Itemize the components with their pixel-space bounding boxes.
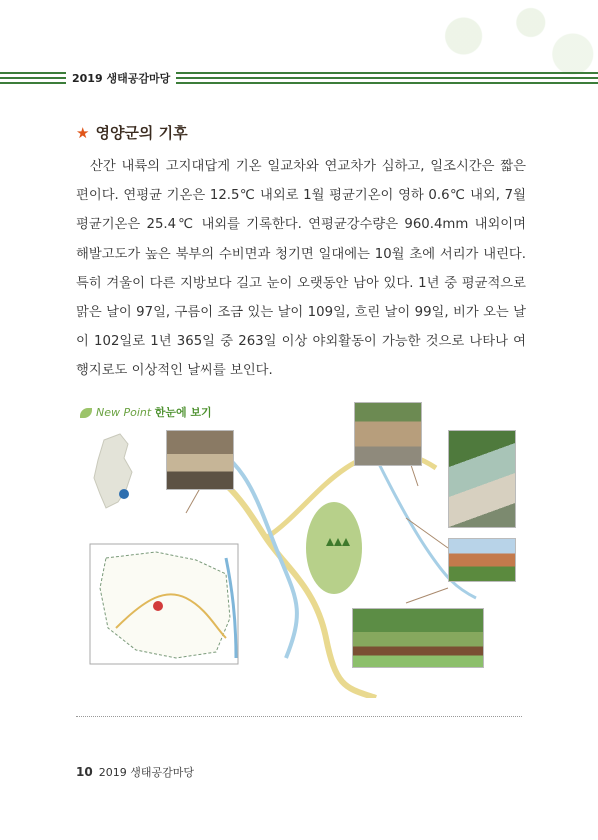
- map-legend-ko: 한눈에 보기: [154, 406, 212, 419]
- photo-visitor-center: [448, 538, 516, 582]
- section-title-text: 영양군의 기후: [95, 124, 188, 142]
- photo-river-valley: [448, 430, 516, 528]
- photo-wooden-deck: [352, 608, 484, 668]
- map-legend-en: New Point: [96, 406, 152, 419]
- page-footer: [76, 764, 194, 780]
- section-title: [76, 122, 188, 143]
- photo-hanok: [166, 430, 234, 490]
- region-highlight-marker: [119, 489, 129, 499]
- header-title: 2019 생태공감마당: [66, 70, 176, 88]
- photo-pavilion: [354, 402, 422, 466]
- callout-line: [406, 588, 448, 603]
- map-illustration: [76, 398, 522, 698]
- footer-divider: [76, 716, 522, 717]
- forest-area: [306, 502, 362, 594]
- callout-line: [406, 518, 448, 548]
- page-number: 10: [76, 765, 93, 779]
- star-icon: ★: [76, 124, 90, 142]
- footer-title: 2019 생태공감마당: [98, 766, 194, 779]
- tree-icon: [326, 538, 350, 546]
- location-pin-icon: [153, 601, 163, 611]
- header-band: [0, 70, 598, 88]
- body-paragraph: 산간 내륙의 고지대답게 기온 일교차와 연교차가 심하고, 일조시간은 짧은 편이다. 연평균 기온은 12.5℃ 내외로 1월 평균기온이 영하 0.6℃ 내외, 7월 평균기온은 25.4℃ 내외를 기록한다. 연평균강수량은 960.4mm 내외이며 해발고도가 높은 북부의 수비면과 청기면 일대에는 10월 초에 서리가 내린다. 특히 겨울이 다른 지방보다 길고 눈이 오랫동안 남아 있다. 1년 중 평균적으로 맑은 날이 97일, 구름이 조금 있는 날이 109일, 흐린 날이 99일, 비가 오는 날이 102일로 1년 365일 중 263일 이상 야외활동이 가능한 것으로 나타나 여행지로도 이상적인 날씨를 보인다.: [76, 159, 526, 379]
